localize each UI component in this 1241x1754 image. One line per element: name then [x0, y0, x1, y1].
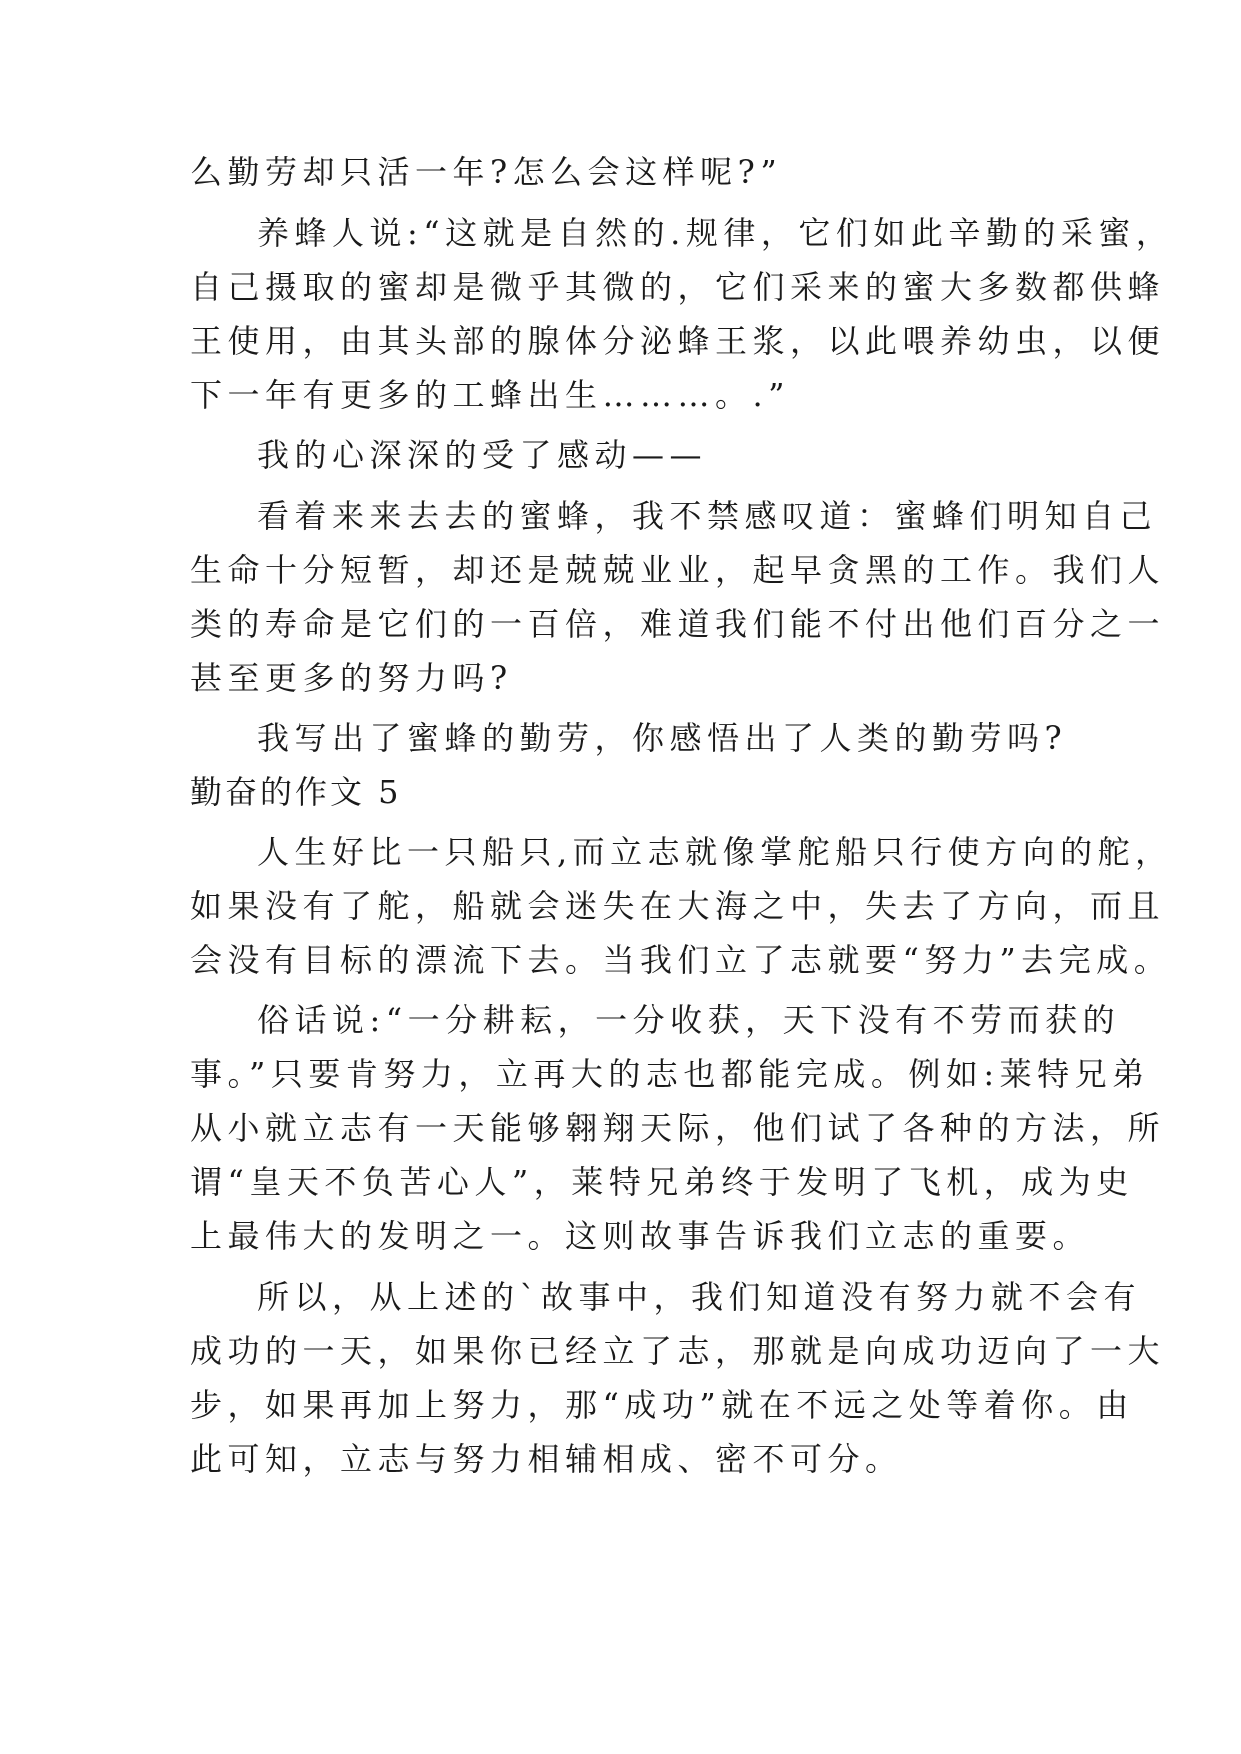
text-line: 王使用，由其头部的腺体分泌蜂王浆，以此喂养幼虫，以便 [190, 322, 1166, 360]
paragraph-start-line: 人生好比一只船只,而立志就像掌舵船只行使方向的舵， [257, 833, 1173, 871]
paragraph-start-line: 看着来来去去的蜜蜂，我不禁感叹道：蜜蜂们明知自己 [257, 497, 1158, 535]
text-line: 谓“皇天不负苦心人”，莱特兄弟终于发明了飞机，成为史 [190, 1163, 1134, 1201]
text-line: 上最伟大的发明之一。这则故事告诉我们立志的重要。 [190, 1217, 1091, 1255]
text-line: 会没有目标的漂流下去。当我们立了志就要“努力”去完成。 [190, 941, 1172, 979]
text-line: 生命十分短暂，却还是兢兢业业，起早贪黑的工作。我们人 [190, 551, 1166, 589]
text-line: 步，如果再加上努力，那“成功”就在不远之处等着你。由 [190, 1386, 1134, 1424]
paragraph-start-line: 我写出了蜜蜂的勤劳，你感悟出了人类的勤劳吗? [257, 719, 1068, 757]
text-line: 甚至更多的努力吗? [190, 659, 513, 697]
text-line: 如果没有了舵，船就会迷失在大海之中，失去了方向，而且 [190, 887, 1166, 925]
text-line: 成功的一天，如果你已经立了志，那就是向成功迈向了一大 [190, 1332, 1166, 1370]
text-line: 从小就立志有一天能够翱翔天际，他们试了各种的方法，所 [190, 1109, 1166, 1147]
text-line: 自己摄取的蜜却是微乎其微的，它们采来的蜜大多数都供蜂 [190, 268, 1166, 306]
text-line: 此可知，立志与努力相辅相成、密不可分。 [190, 1440, 903, 1478]
section-heading: 勤奋的作文 5 [190, 773, 402, 811]
text-line: 类的寿命是它们的一百倍，难道我们能不付出他们百分之一 [190, 605, 1166, 643]
paragraph-start-line: 养蜂人说:“这就是自然的.规律，它们如此辛勤的采蜜， [257, 214, 1174, 252]
text-line: 事。”只要肯努力，立再大的志也都能完成。例如:莱特兄弟 [190, 1055, 1150, 1093]
paragraph-start-line: 我的心深深的受了感动—— [257, 436, 708, 474]
text-line: 么勤劳却只活一年?怎么会这样呢?” [190, 153, 783, 191]
paragraph-start-line: 俗话说:“一分耕耘，一分收获，天下没有不劳而获的 [257, 1001, 1121, 1039]
text-line: 下一年有更多的工蜂出生………。.” [190, 376, 791, 414]
paragraph-start-line: 所以，从上述的`故事中，我们知道没有努力就不会有 [257, 1278, 1142, 1316]
